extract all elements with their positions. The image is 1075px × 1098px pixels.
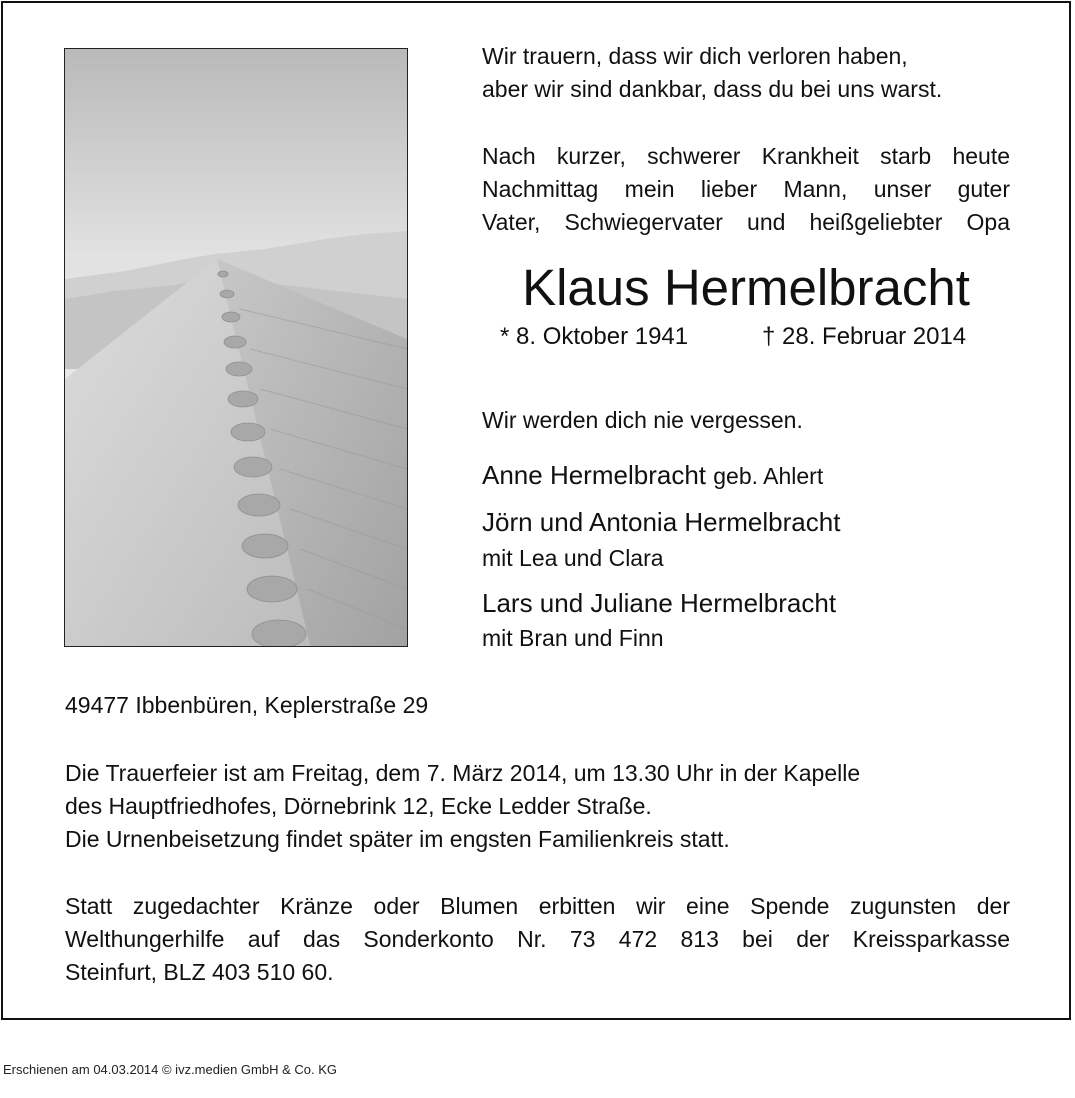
mourner-1-note: geb. Ahlert	[713, 463, 824, 489]
donation-line-3: Steinfurt, BLZ 403 510 60.	[65, 959, 334, 985]
death-date: † 28. Februar 2014	[762, 323, 967, 350]
quote-line-2: aber wir sind dankbar, dass du bei uns warst.	[482, 76, 943, 102]
publication-footer: Erschienen am 04.03.2014 © ivz.medien GmbH & Co. KG	[3, 1062, 338, 1077]
deceased-name: Klaus Hermelbracht	[522, 259, 970, 316]
mourner-2-sub: mit Lea und Clara	[482, 545, 664, 571]
address: 49477 Ibbenbüren, Keplerstraße 29	[65, 692, 429, 718]
mourner-1-name: Anne Hermelbracht	[482, 460, 706, 490]
donation-text	[65, 890, 1010, 956]
intro-line-2: Nachmittag mein lieber Mann, unser guter	[482, 176, 1010, 202]
mourner-3-sub: mit Bran und Finn	[482, 625, 664, 651]
donation-line-2: Welthungerhilfe auf das Sonderkonto Nr. 73 472 813 bei der Kreissparkasse	[65, 926, 1010, 952]
ceremony-line-3: Die Urnenbeisetzung findet später im engsten Familienkreis statt.	[65, 826, 730, 852]
birth-date: * 8. Oktober 1941	[500, 323, 689, 350]
mourner-3-name: Lars und Juliane Hermelbracht	[482, 588, 837, 618]
mourner-1	[482, 459, 823, 493]
intro-line-1: Nach kurzer, schwerer Krankheit starb heute	[482, 143, 1010, 169]
quote-line-1: Wir trauern, dass wir dich verloren haben,	[482, 43, 908, 69]
desert-dune-footprints-image	[64, 48, 408, 647]
mourner-2-name: Jörn und Antonia Hermelbracht	[482, 507, 841, 537]
ceremony-line-2: des Hauptfriedhofes, Dörnebrink 12, Ecke Ledder Straße.	[65, 793, 652, 819]
intro-text	[482, 140, 1010, 239]
never-forget-text: Wir werden dich nie vergessen.	[482, 407, 803, 433]
intro-line-3: Vater, Schwiegervater und heißgeliebter Opa	[482, 209, 1010, 235]
ceremony-line-1: Die Trauerfeier ist am Freitag, dem 7. März 2014, um 13.30 Uhr in der Kapelle	[65, 760, 861, 786]
donation-line-1: Statt zugedachter Kränze oder Blumen erbitten wir eine Spende zugunsten der	[65, 893, 1010, 919]
